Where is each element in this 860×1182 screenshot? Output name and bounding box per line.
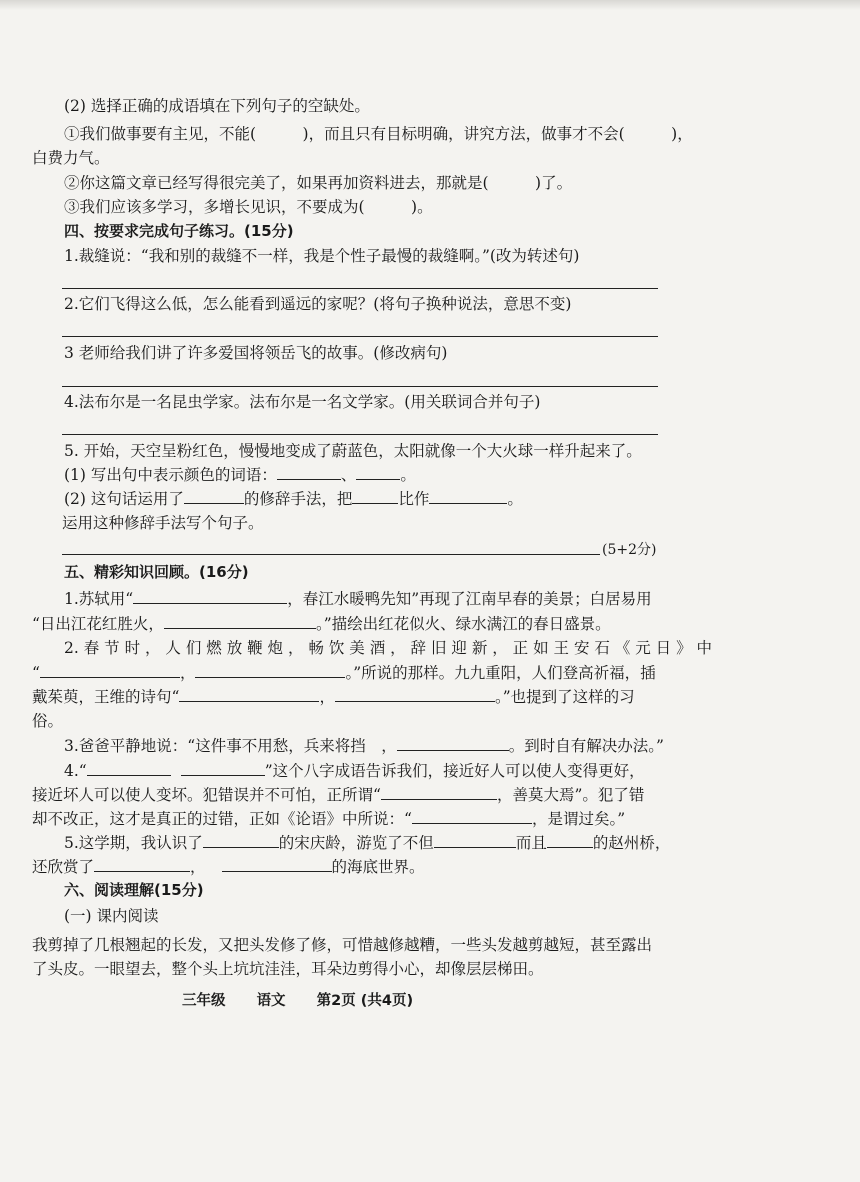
blank[interactable] <box>335 687 495 702</box>
blank[interactable] <box>179 687 319 702</box>
question-part: 比作 <box>398 490 430 508</box>
question-part: 。 <box>400 466 416 484</box>
question-text <box>64 589 652 609</box>
blank[interactable] <box>222 857 332 872</box>
answer-line[interactable] <box>62 434 658 435</box>
question-text: ①我们做事要有主见，不能( )，而且只有目标明确，讲究方法，做事才不会( )， <box>64 125 693 143</box>
question-part: 的海底世界。 <box>331 858 425 876</box>
question-text <box>64 489 523 509</box>
question-part: ，善莫大焉”。犯了错 <box>496 786 645 804</box>
question-text <box>32 663 656 683</box>
blank[interactable] <box>181 761 265 776</box>
question-text <box>64 833 670 853</box>
blank[interactable] <box>164 614 316 629</box>
question-part: 的赵州桥， <box>592 834 671 852</box>
footer-grade: 三年级 <box>182 993 226 1009</box>
question-part: ，春江水暖鸭先知”再现了江南早春的美景；白居易用 <box>287 590 652 608</box>
question-text: 1.裁缝说：“我和别的裁缝不一样，我是个性子最慢的裁缝啊。”(改为转述句) <box>64 247 580 265</box>
question-text <box>32 614 611 634</box>
blank[interactable] <box>352 489 398 504</box>
answer-line[interactable] <box>62 554 600 555</box>
blank[interactable] <box>133 589 287 604</box>
question-part: 。”所说的那样。九九重阳，人们登高祈福，插 <box>345 664 656 682</box>
question-part: 。”描绘出红花似火、绿水满江的春日盛景。 <box>315 615 611 633</box>
question-part: 。”也提到了这样的习 <box>494 688 635 706</box>
question-part: 却不改正，这才是真正的过错，正如《论语》中所说：“ <box>32 810 412 828</box>
blank[interactable] <box>434 833 516 848</box>
blank[interactable] <box>429 489 507 504</box>
question-heading: (2) 选择正确的成语填在下列句子的空缺处。 <box>64 97 370 115</box>
question-part: ， <box>319 688 335 706</box>
blank[interactable] <box>203 833 279 848</box>
blank[interactable] <box>547 833 593 848</box>
blank[interactable] <box>356 465 400 480</box>
question-text: ②你这篇文章已经写得很完美了，如果再加资料进去，那就是( )了。 <box>64 174 573 192</box>
question-text: ③我们应该多学习，多增长见识，不要成为( )。 <box>64 198 433 216</box>
question-part: 接近坏人可以使人变坏。犯错误并不可怕，正所谓“ <box>32 786 381 804</box>
question-part: 、 <box>340 466 357 484</box>
blank[interactable] <box>40 663 180 678</box>
question-part: ， <box>190 858 206 876</box>
question-part: (1) 写出句中表示颜色的词语： <box>64 466 277 484</box>
question-part: 还欣赏了 <box>32 858 95 876</box>
question-text <box>64 465 416 485</box>
question-part: “ <box>32 664 40 682</box>
question-text: 3 老师给我们讲了许多爱国将领岳飞的故事。(修改病句) <box>64 344 448 362</box>
answer-line[interactable] <box>62 386 658 387</box>
question-part: 而且 <box>515 834 547 852</box>
footer-subject: 语文 <box>256 993 286 1009</box>
page-footer <box>182 991 439 1011</box>
question-part: 。到时自有解决办法。” <box>508 737 664 755</box>
question-text <box>64 736 664 756</box>
question-part: 3.爸爸平静地说：“这件事不用愁，兵来将挡 ， <box>64 737 397 755</box>
blank[interactable] <box>87 761 171 776</box>
question-part: 5.这学期，我认识了 <box>64 834 203 852</box>
question-text <box>32 857 425 877</box>
question-text: 2.它们飞得这么低，怎么能看到遥远的家呢？(将句子换种说法，意思不变) <box>64 295 572 313</box>
blank[interactable] <box>277 465 341 480</box>
question-text <box>64 761 645 781</box>
question-part: 1.苏轼用“ <box>64 590 134 608</box>
reading-text: 了头皮。一眼望去，整个头上坑坑洼洼，耳朵边剪得小心，却像层层梯田。 <box>32 960 544 978</box>
question-part: 的修辞手法，把 <box>243 490 353 508</box>
section-heading: 六、阅读理解(15分) <box>64 881 204 899</box>
question-text: 白费力气。 <box>32 149 110 167</box>
answer-line[interactable] <box>62 336 658 337</box>
blank[interactable] <box>381 785 497 800</box>
question-text: 运用这种修辞手法写个句子。 <box>62 514 264 532</box>
blank[interactable] <box>412 809 532 824</box>
question-part: ， <box>179 664 196 682</box>
section-heading: 五、精彩知识回顾。(16分) <box>64 563 249 581</box>
question-text: 5. 开始，天空呈粉红色，慢慢地变成了蔚蓝色，太阳就像一个大火球一样升起来了。 <box>64 442 642 460</box>
question-part: 戴茱萸，王维的诗句“ <box>32 688 180 706</box>
footer-page: 第2页 (共4页) <box>316 993 414 1009</box>
question-part: 4.“ <box>64 762 87 780</box>
question-part: 的宋庆龄，游览了不但 <box>278 834 434 852</box>
answer-line[interactable] <box>62 288 658 289</box>
scan-edge <box>0 0 860 10</box>
reading-text: 我剪掉了几根翘起的长发，又把头发修了修，可惜越修越糟，一些头发越剪越短，甚至露出 <box>32 936 653 954</box>
blank[interactable] <box>94 857 190 872</box>
question-part: (2) 这句话运用了 <box>64 490 184 508</box>
question-text: 2. 春 节 时 ， 人 们 燃 放 鞭 炮 ， 畅 饮 美 酒 ， 辞 旧 迎 新 ， 正 如 王 安 石 《 元 日 》 中 <box>64 639 713 657</box>
blank[interactable] <box>195 663 345 678</box>
question-part: ”这个八字成语告诉我们，接近好人可以使人变得更好， <box>264 762 645 780</box>
question-part: 。 <box>507 490 523 508</box>
question-part: ，是谓过矣。” <box>531 810 626 828</box>
subsection-heading: (一) 课内阅读 <box>64 907 159 925</box>
question-text <box>32 785 644 805</box>
question-text <box>32 809 625 829</box>
question-text: 4.法布尔是一名昆虫学家。法布尔是一名文学家。(用关联词合并句子) <box>64 393 541 411</box>
question-text <box>32 687 635 707</box>
blank[interactable] <box>184 489 244 504</box>
section-heading: 四、按要求完成句子练习。(15分) <box>64 222 294 240</box>
score-note: (5+2分) <box>602 542 657 558</box>
question-text: 俗。 <box>32 712 64 730</box>
blank[interactable] <box>397 736 509 751</box>
question-part: “日出江花红胜火， <box>32 615 164 633</box>
